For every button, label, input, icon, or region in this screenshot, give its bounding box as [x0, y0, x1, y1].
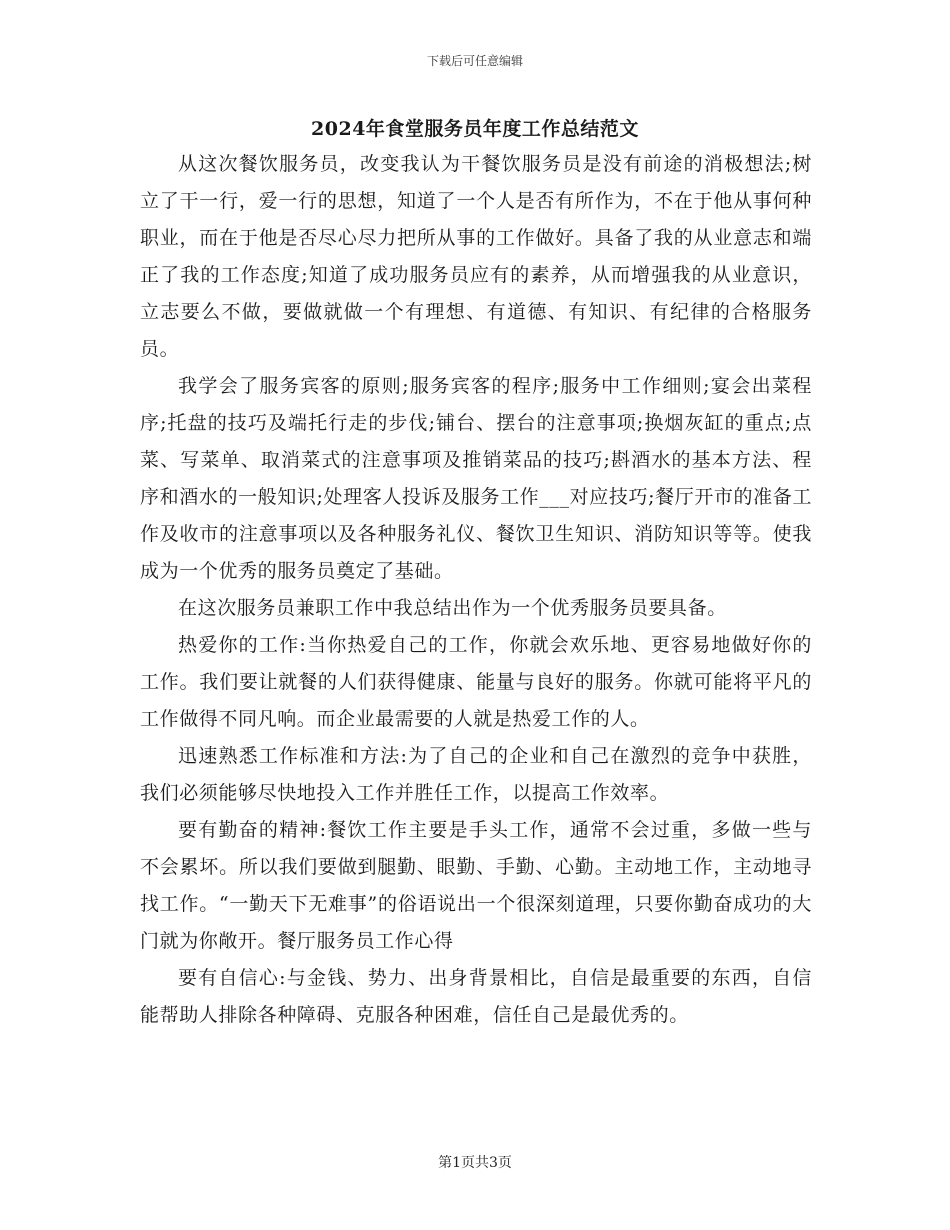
paragraph-1: 从这次餐饮服务员，改变我认为干餐饮服务员是没有前途的消极想法;树立了干一行，爱一行的思想，知道了一个人是否有所作为，不在于他从事何种职业，而在于他是否尽心尽力把所从事的工作做好。具备了我的从业意志和端正了我的工作态度;知道了成功服务员应有的素养，从而增强我的从业意识，立志要么不做，要做就做一个有理想、有道德、有知识、有纪律的合格服务员。	[140, 153, 812, 360]
header-note: 下载后可任意编辑	[426, 54, 523, 68]
paragraph-3: 在这次服务员兼职工作中我总结出作为一个优秀服务员要具备。	[178, 597, 727, 619]
page-footer: 第1页共3页	[438, 1155, 512, 1171]
document-body	[140, 146, 812, 1034]
paragraph-7: 要有自信心:与金钱、势力、出身背景相比，自信是最重要的东西，自信能帮助人排除各种障碍、克服各种困难，信任自己是最优秀的。	[140, 967, 812, 1026]
paragraph-2: 我学会了服务宾客的原则;服务宾客的程序;服务中工作细则;宴会出菜程序;托盘的技巧及端托行走的步伐;铺台、摆台的注意事项;换烟灰缸的重点;点菜、写菜单、取消菜式的注意事项及推销菜品的技巧;斟酒水的基本方法、程序和酒水的一般知识;处理客人投诉及服务工作___对应技巧;餐厅开市的准备工作及收市的注意事项以及各种服务礼仪、餐饮卫生知识、消防知识等等。使我成为一个优秀的服务员奠定了基础。	[140, 375, 812, 582]
paragraph-6: 要有勤奋的精神:餐饮工作主要是手头工作，通常不会过重，多做一些与不会累坏。所以我们要做到腿勤、眼勤、手勤、心勤。主动地工作，主动地寻找工作。“一勤天下无难事”的俗语说出一个很深刻道理，只要你勤奋成功的大门就为你敞开。餐厅服务员工作心得	[140, 819, 812, 952]
paragraph-5: 迅速熟悉工作标准和方法:为了自己的企业和自己在激烈的竞争中获胜，我们必须能够尽快地投入工作并胜任工作，以提高工作效率。	[140, 745, 812, 804]
paragraph-4: 热爱你的工作:当你热爱自己的工作，你就会欢乐地、更容易地做好你的工作。我们要让就餐的人们获得健康、能量与良好的服务。你就可能将平凡的工作做得不同凡响。而企业最需要的人就是热爱工作的人。	[140, 634, 812, 730]
document-title: 2024年食堂服务员年度工作总结范文	[311, 118, 639, 140]
